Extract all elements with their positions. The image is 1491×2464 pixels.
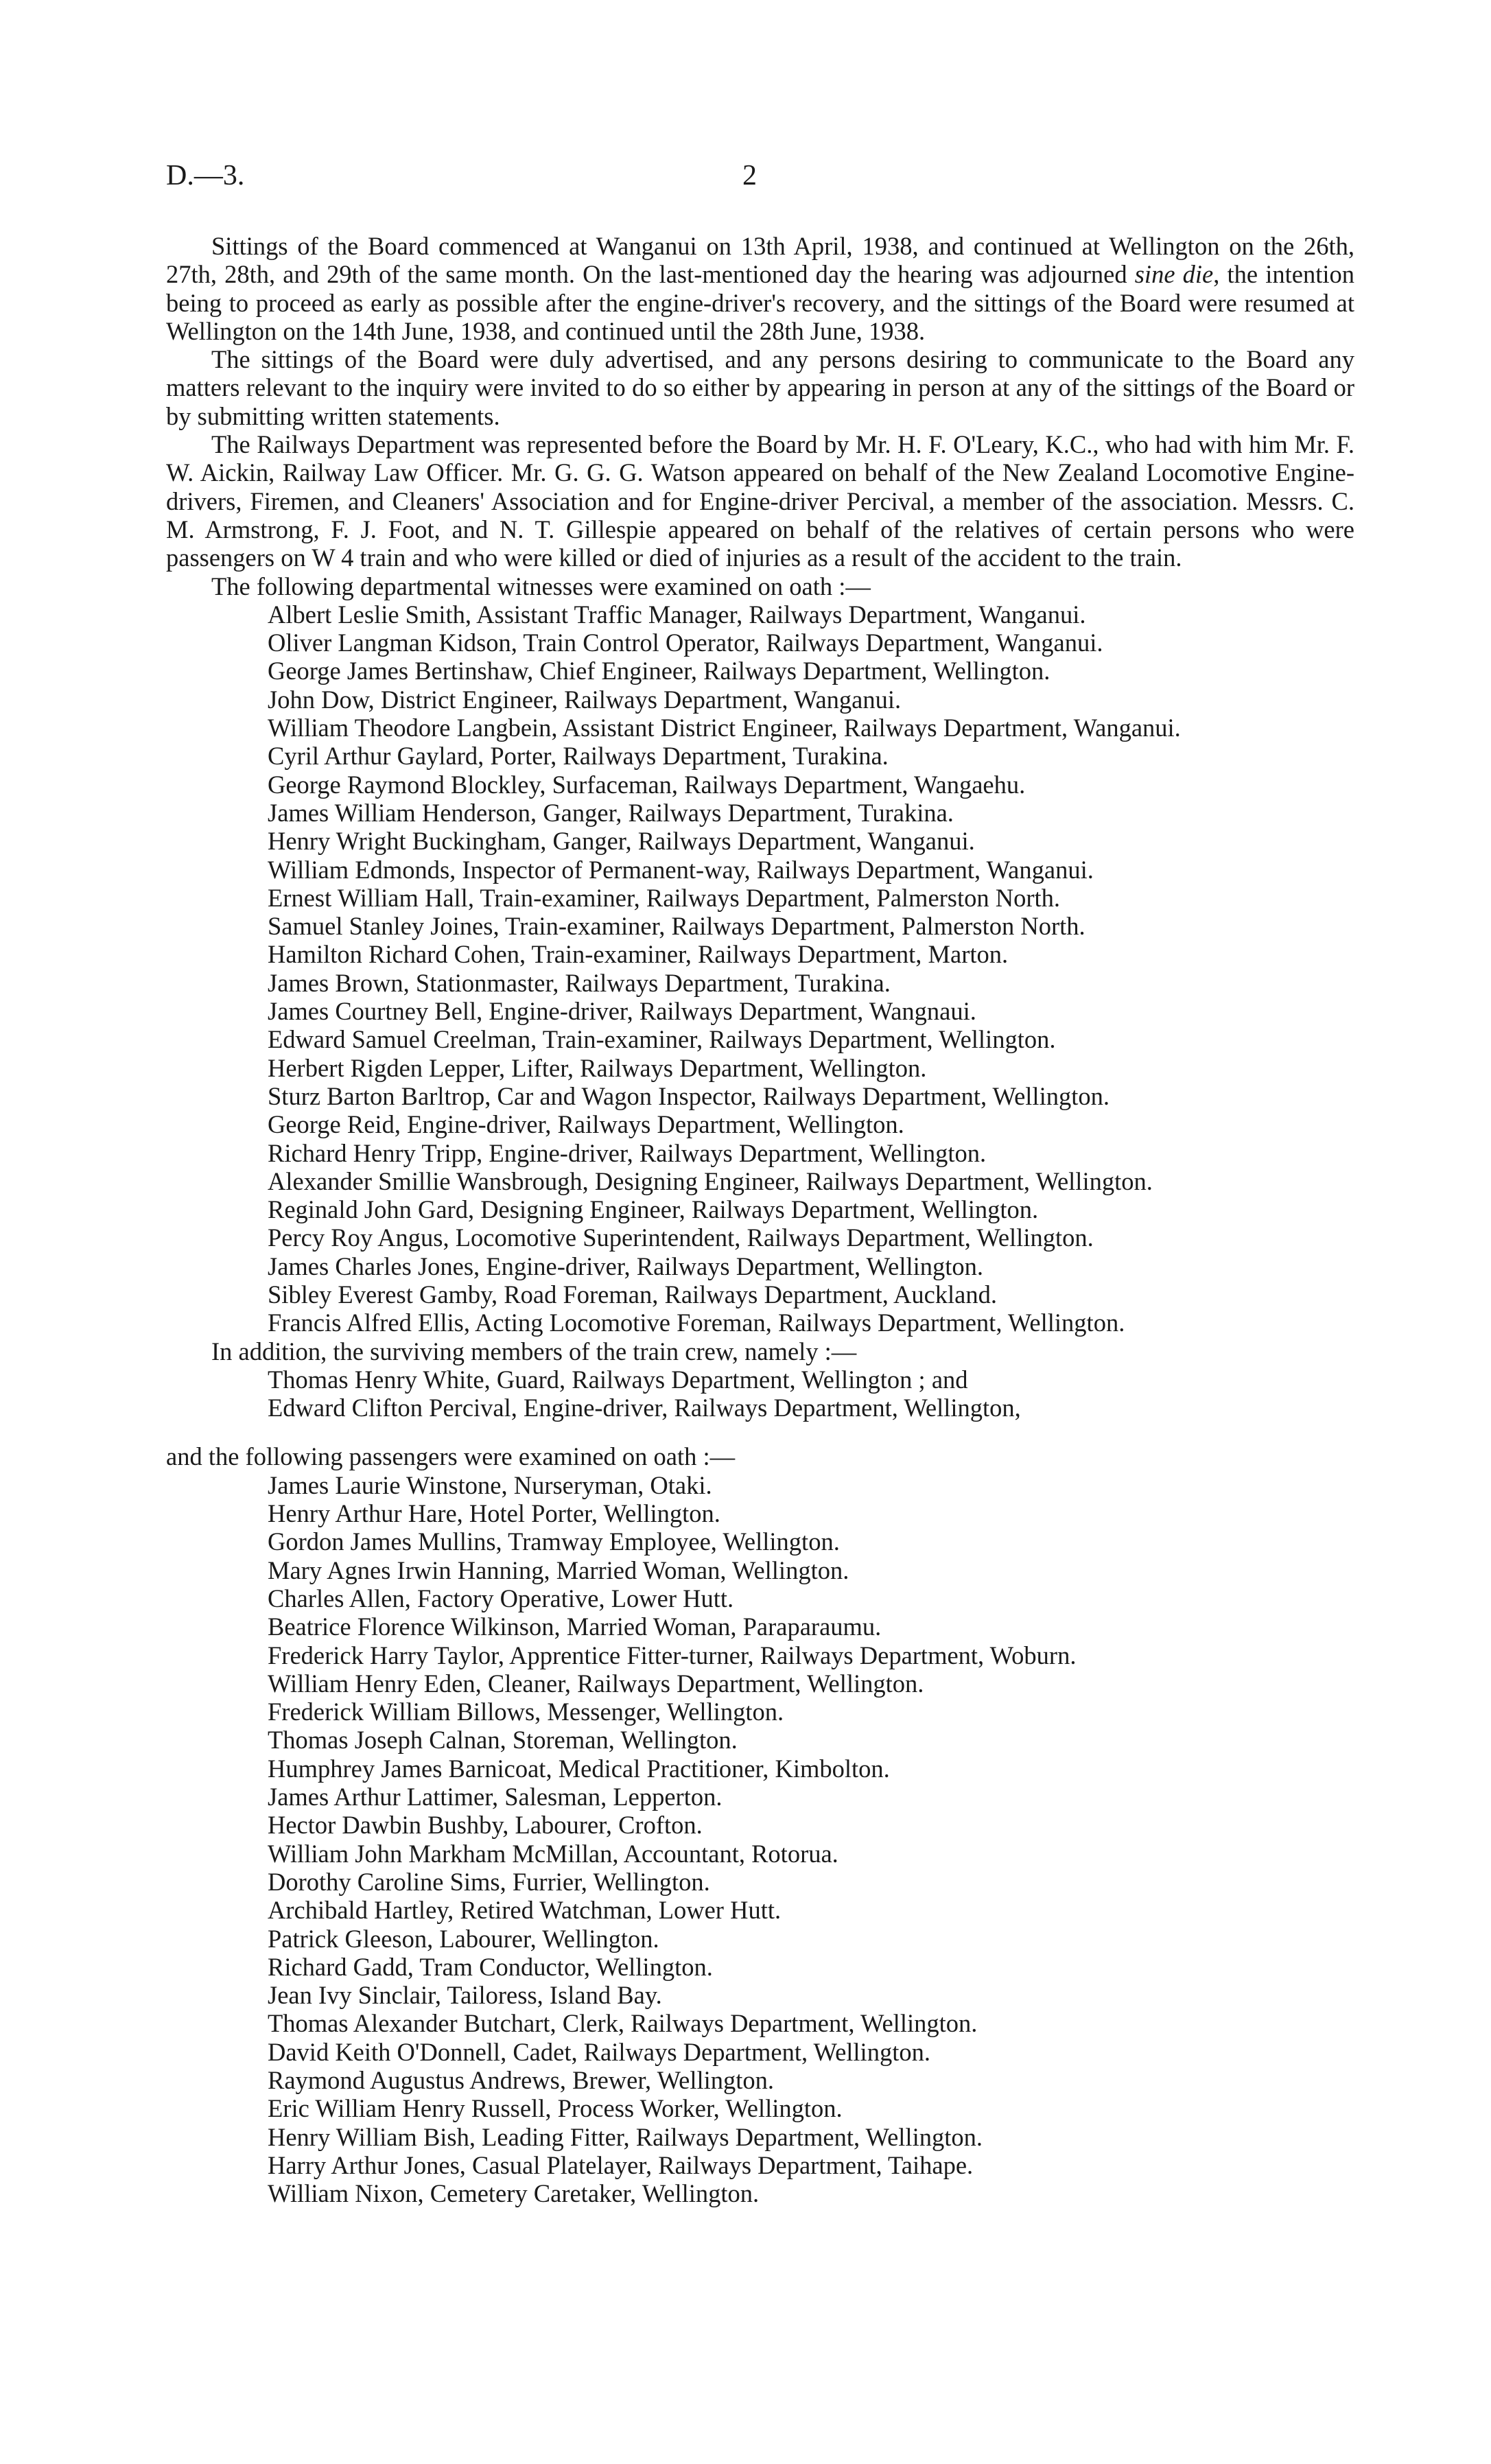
passenger-entry: Thomas Joseph Calnan, Storeman, Wellington. xyxy=(268,1726,738,1755)
passenger-entry: Raymond Augustus Andrews, Brewer, Wellington. xyxy=(268,2066,775,2094)
witness-entry: Alexander Smillie Wansbrough, Designing Engineer, Railways Department, Wellington. xyxy=(268,1166,1153,1195)
section-spacer xyxy=(166,1422,1354,1442)
passenger-entry: Gordon James Mullins, Tramway Employee, Wellington. xyxy=(268,1527,840,1556)
witness-entry: George James Bertinshaw, Chief Engineer, Railways Department, Wellington. xyxy=(268,657,1050,685)
paragraph-sittings xyxy=(166,232,1354,345)
passenger-entry: William Henry Eden, Cleaner, Railways Department, Wellington. xyxy=(268,1669,924,1698)
passenger-entry: Frederick William Billows, Messenger, Wellington. xyxy=(268,1698,784,1726)
witness-entry: Percy Roy Angus, Locomotive Superintendent, Railways Department, Wellington. xyxy=(268,1223,1094,1252)
passenger-entry: Archibald Hartley, Retired Watchman, Lower Hutt. xyxy=(268,1896,782,1925)
witness-entry: Oliver Langman Kidson, Train Control Operator, Railways Department, Wanganui. xyxy=(268,629,1103,657)
passenger-entry: Henry William Bish, Leading Fitter, Railways Department, Wellington. xyxy=(268,2122,983,2151)
passenger-entry: Hector Dawbin Bushby, Labourer, Crofton. xyxy=(268,1811,703,1840)
witness-entry: James Brown, Stationmaster, Railways Department, Turakina. xyxy=(268,968,891,997)
witness-entry: James Courtney Bell, Engine-driver, Railways Department, Wangnaui. xyxy=(268,997,976,1026)
passenger-entry: Dorothy Caroline Sims, Furrier, Wellington. xyxy=(268,1867,710,1896)
witness-entry: Reginald John Gard, Designing Engineer, Railways Department, Wellington. xyxy=(268,1195,1039,1224)
page-number: 2 xyxy=(742,160,757,191)
departmental-witness-list xyxy=(166,600,1354,1337)
passenger-entry: William John Markham McMillan, Accountant, Rotorua. xyxy=(268,1839,838,1868)
latin-phrase: sine die xyxy=(1134,260,1214,289)
passenger-entry: William Nixon, Cemetery Caretaker, Wellington. xyxy=(268,2179,760,2208)
passengers-intro: and the following passengers were examined on oath :— xyxy=(166,1442,736,1471)
passenger-entry: Frederick Harry Taylor, Apprentice Fitter-turner, Railways Department, Woburn. xyxy=(268,1641,1077,1669)
witness-entry: Sturz Barton Barltrop, Car and Wagon Inspector, Railways Department, Wellington. xyxy=(268,1081,1110,1110)
document-reference: D.—3. xyxy=(166,160,245,191)
witness-entry: Francis Alfred Ellis, Acting Locomotive Foreman, Railways Department, Wellington. xyxy=(268,1309,1125,1337)
witness-entry: James Charles Jones, Engine-driver, Railways Department, Wellington. xyxy=(268,1252,984,1280)
witness-entry: Henry Wright Buckingham, Ganger, Railways Department, Wanganui. xyxy=(268,827,975,856)
witness-entry: James William Henderson, Ganger, Railways Department, Turakina. xyxy=(268,798,954,827)
train-crew-intro: In addition, the surviving members of the train crew, namely :— xyxy=(211,1337,857,1365)
passenger-entry: Patrick Gleeson, Labourer, Wellington. xyxy=(268,1924,659,1953)
departmental-witnesses-intro: The following departmental witnesses were examined on oath :— xyxy=(211,572,871,600)
witness-entry: Herbert Rigden Lepper, Lifter, Railways Department, Wellington. xyxy=(268,1053,927,1082)
paragraph-advertised: The sittings of the Board were duly advertised, and any persons desiring to communicate to the Board any matters relevant to the inquiry were invited to do so either by appearing in person at any of the sittings of the Board or by submitting written statements. xyxy=(166,345,1354,430)
passenger-entry: Beatrice Florence Wilkinson, Married Woman, Paraparaumu. xyxy=(268,1612,882,1641)
witness-entry: Samuel Stanley Joines, Train-examiner, Railways Department, Palmerston North. xyxy=(268,912,1085,941)
witness-entry: Albert Leslie Smith, Assistant Traffic Manager, Railways Department, Wanganui. xyxy=(268,600,1086,629)
witness-entry: Sibley Everest Gamby, Road Foreman, Railways Department, Auckland. xyxy=(268,1280,997,1309)
paragraph-representation: The Railways Department was represented before the Board by Mr. H. F. O'Leary, K.C., who had with him Mr. F. W. Aickin, Railway Law Officer. Mr. G. G. G. Watson appeared on behalf of the New Zealand Locomotive Engine-drivers, Firemen, and Cleaners' Association and for Engine-driver Percival, a member of the association. Messrs. C. M. Armstrong, F. J. Foot, and N. T. Gillespie appeared on behalf of the relatives of certain persons who were passengers on W 4 train and who were killed or died of injuries as a result of the accident to the train. xyxy=(166,430,1354,572)
passenger-entry: Humphrey James Barnicoat, Medical Practitioner, Kimbolton. xyxy=(268,1754,890,1783)
passenger-entry: James Laurie Winstone, Nurseryman, Otaki. xyxy=(268,1470,712,1499)
passenger-entry: Mary Agnes Irwin Hanning, Married Woman, Wellington. xyxy=(268,1556,849,1584)
train-crew-list xyxy=(166,1365,1354,1422)
passenger-entry: Eric William Henry Russell, Process Worker, Wellington. xyxy=(268,2094,843,2123)
paragraph-sittings-part-b: , the intention being to proceed as early as possible after the engine-driver's recovery, and the sittings of the Board were resumed at Wellington on the 14th June, 1938, and continued until the 28th June, 1938. xyxy=(166,260,1354,345)
witness-entry: Edward Samuel Creelman, Train-examiner, Railways Department, Wellington. xyxy=(268,1025,1056,1054)
witness-entry: George Reid, Engine-driver, Railways Department, Wellington. xyxy=(268,1110,904,1139)
witness-entry: George Raymond Blockley, Surfaceman, Railways Department, Wangaehu. xyxy=(268,770,1026,799)
passenger-entry: David Keith O'Donnell, Cadet, Railways Department, Wellington. xyxy=(268,2037,930,2066)
paragraph-sittings-part-a: Sittings of the Board commenced at Wanganui on 13th April, 1938, and continued at Wellington on the 26th, 27th, 28th, and 29th of the same month. On the last-mentioned day the hearing was adjourned xyxy=(166,232,1354,289)
crew-entry: Thomas Henry White, Guard, Railways Department, Wellington ; and xyxy=(268,1365,968,1394)
document-body xyxy=(166,232,1354,2207)
passenger-entry: Jean Ivy Sinclair, Tailoress, Island Bay. xyxy=(268,1981,662,2010)
passenger-entry: Harry Arthur Jones, Casual Platelayer, Railways Department, Taihape. xyxy=(268,2150,974,2179)
passenger-entry: Henry Arthur Hare, Hotel Porter, Wellington. xyxy=(268,1499,720,1528)
witness-entry: William Edmonds, Inspector of Permanent-way, Railways Department, Wanganui. xyxy=(268,855,1094,884)
passenger-entry: Richard Gadd, Tram Conductor, Wellington. xyxy=(268,1952,713,1981)
passenger-entry: James Arthur Lattimer, Salesman, Lepperton. xyxy=(268,1783,723,1811)
witness-entry: William Theodore Langbein, Assistant District Engineer, Railways Department, Wanganui. xyxy=(268,714,1181,742)
passenger-entry: Thomas Alexander Butchart, Clerk, Railways Department, Wellington. xyxy=(268,2009,978,2038)
witness-entry: Ernest William Hall, Train-examiner, Railways Department, Palmerston North. xyxy=(268,883,1061,912)
witness-entry: John Dow, District Engineer, Railways Department, Wanganui. xyxy=(268,685,902,714)
witness-entry: Hamilton Richard Cohen, Train-examiner, Railways Department, Marton. xyxy=(268,940,1009,969)
passenger-list xyxy=(166,1471,1354,2208)
witness-entry: Cyril Arthur Gaylard, Porter, Railways Department, Turakina. xyxy=(268,742,889,771)
crew-entry: Edward Clifton Percival, Engine-driver, Railways Department, Wellington, xyxy=(268,1394,1021,1422)
passenger-entry: Charles Allen, Factory Operative, Lower Hutt. xyxy=(268,1584,734,1612)
witness-entry: Richard Henry Tripp, Engine-driver, Railways Department, Wellington. xyxy=(268,1138,987,1167)
